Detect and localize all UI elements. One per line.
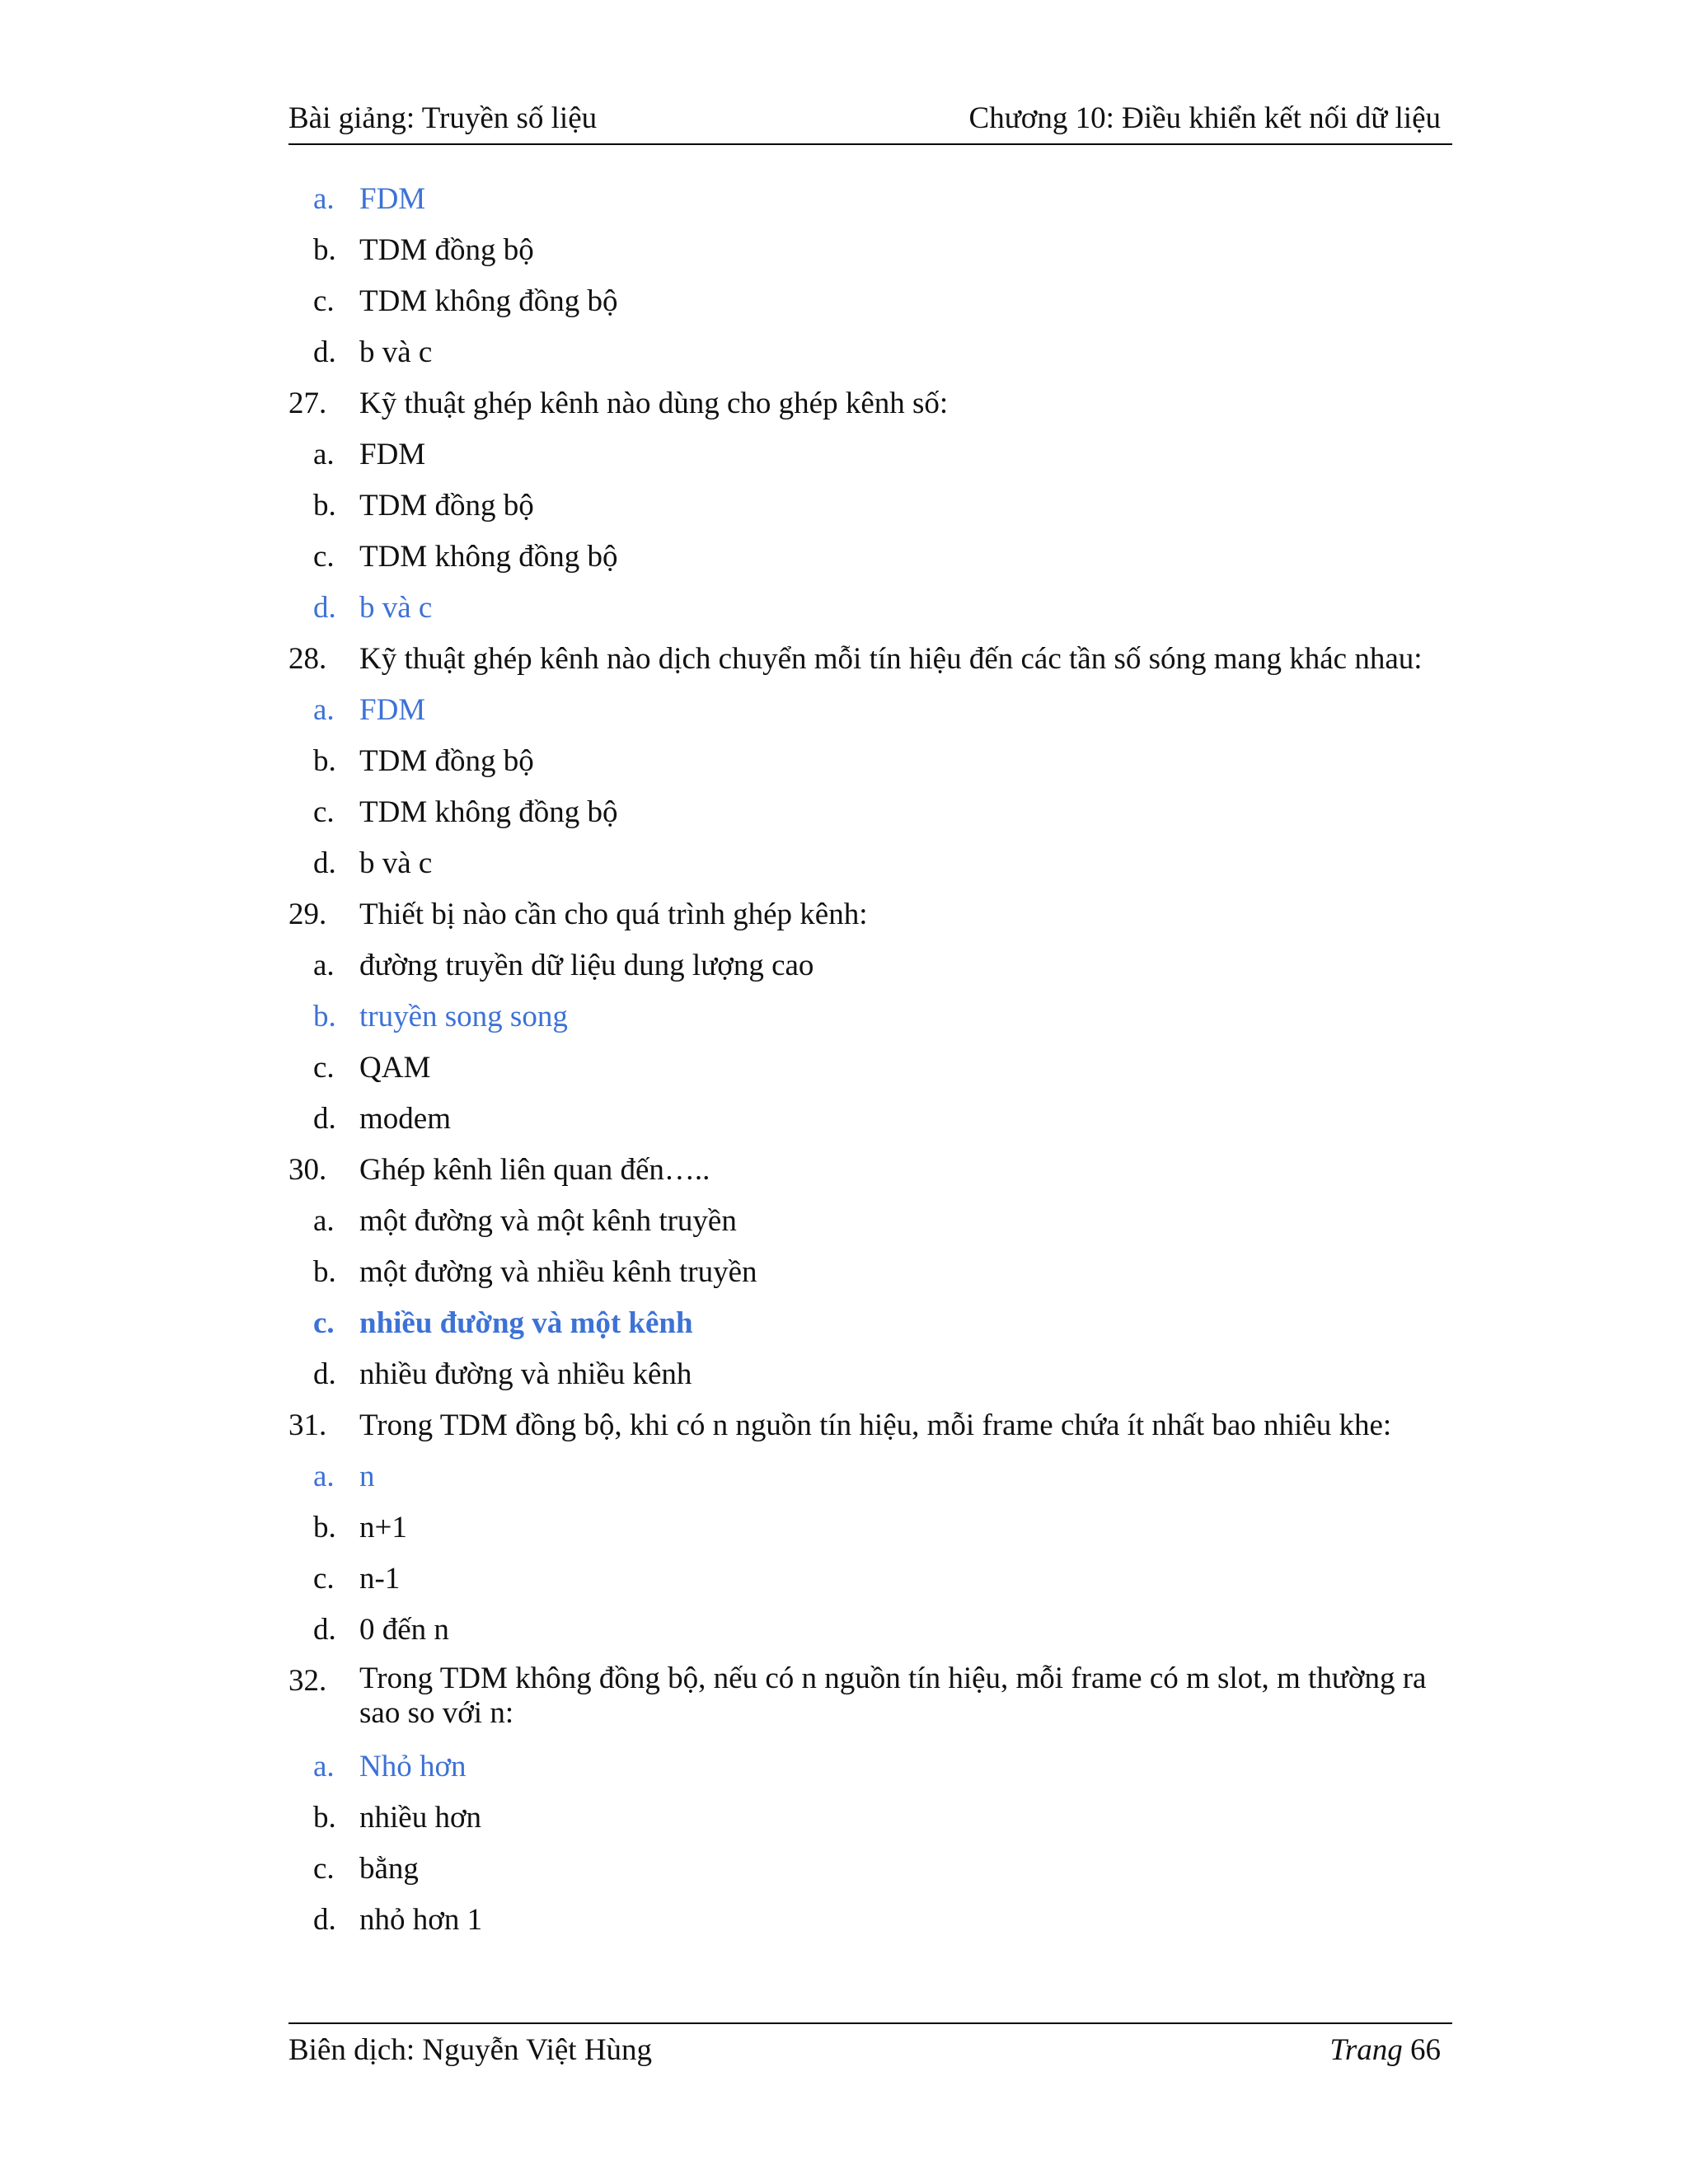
answer-option: [288, 1900, 1452, 1952]
option-text: TDM không đồng bộ: [359, 540, 618, 574]
answer-option-correct: [288, 691, 1452, 742]
answer-option: [288, 333, 1452, 384]
option-label: b.: [313, 744, 336, 778]
question-text: Trong TDM không đồng bộ, nếu có n nguồn tín hiệu, mỗi frame có m slot, m thường ra sao so với n:: [359, 1661, 1427, 1730]
option-label: a.: [313, 693, 335, 727]
answer-option: [288, 1798, 1452, 1849]
option-label: b.: [313, 233, 336, 267]
option-label: c.: [313, 1051, 335, 1085]
question-number: 32.: [288, 1664, 327, 1698]
answer-option-correct: [288, 1304, 1452, 1355]
question-text: Thiết bị nào cần cho quá trình ghép kênh:: [359, 898, 868, 931]
answer-option: [288, 946, 1452, 997]
answer-option: [288, 1099, 1452, 1151]
option-label: b.: [313, 1255, 336, 1289]
option-text: đường truyền dữ liệu dung lượng cao: [359, 949, 814, 982]
question-line: [288, 1406, 1452, 1457]
option-text: QAM: [359, 1051, 431, 1085]
answer-option-correct: [288, 997, 1452, 1048]
option-text: n-1: [359, 1562, 401, 1596]
option-label: b.: [313, 1801, 336, 1835]
option-label: d.: [313, 335, 336, 369]
question-number: 30.: [288, 1153, 327, 1187]
option-label: c.: [313, 1562, 335, 1596]
answer-option: [288, 282, 1452, 333]
answer-option: [288, 793, 1452, 844]
option-text: một đường và nhiều kênh truyền: [359, 1255, 757, 1289]
option-text: bằng: [359, 1852, 419, 1886]
page-label: Trang: [1329, 2033, 1403, 2067]
option-label: c.: [313, 1306, 335, 1340]
option-text: truyền song song: [359, 1000, 568, 1033]
option-label: c.: [313, 795, 335, 829]
option-label: d.: [313, 1102, 336, 1136]
question-number: 28.: [288, 642, 327, 676]
answer-option: [288, 231, 1452, 282]
question-line: [288, 1151, 1452, 1202]
answer-option: [288, 1253, 1452, 1304]
answer-option: [288, 1202, 1452, 1253]
answer-option: [288, 486, 1452, 537]
answer-option-correct: [288, 180, 1452, 231]
option-text: b và c: [359, 591, 433, 625]
header-course-title: Bài giảng: Truyền số liệu: [288, 101, 598, 135]
question-text: Trong TDM đồng bộ, khi có n nguồn tín hiệu, mỗi frame chứa ít nhất bao nhiêu khe:: [359, 1408, 1392, 1442]
option-text: n+1: [359, 1511, 407, 1544]
option-label: d.: [313, 1613, 336, 1647]
option-label: a.: [313, 438, 335, 471]
answer-option-correct: [288, 588, 1452, 640]
page-footer: [288, 2022, 1452, 2074]
option-text: nhiều đường và nhiều kênh: [359, 1357, 692, 1391]
option-text: b và c: [359, 335, 433, 369]
option-text: nhiều đường và một kênh: [359, 1306, 693, 1340]
answer-option: [288, 435, 1452, 486]
option-text: 0 đến n: [359, 1613, 449, 1647]
question-number: 27.: [288, 387, 327, 420]
option-label: b.: [313, 489, 336, 523]
option-label: a.: [313, 1750, 335, 1783]
answer-option: [288, 1355, 1452, 1406]
answer-option: [288, 1610, 1452, 1661]
answer-option: [288, 537, 1452, 588]
option-label: d.: [313, 591, 336, 625]
question-line: [288, 384, 1452, 435]
page-header: [288, 97, 1452, 145]
question-text: Kỹ thuật ghép kênh nào dùng cho ghép kênh số:: [359, 387, 949, 420]
answer-option: [288, 1849, 1452, 1900]
option-label: d.: [313, 1903, 336, 1937]
question-line: [288, 895, 1452, 946]
option-text: modem: [359, 1102, 451, 1136]
option-label: a.: [313, 949, 335, 982]
page-number: 66: [1410, 2033, 1441, 2067]
footer-page: [1329, 2032, 1441, 2068]
question-line: [288, 1661, 1452, 1747]
answer-option: [288, 1048, 1452, 1099]
option-text: TDM đồng bộ: [359, 744, 534, 778]
option-label: a.: [313, 182, 335, 216]
question-list: [288, 180, 1452, 1952]
option-label: b.: [313, 1000, 336, 1033]
question-line: [288, 640, 1452, 691]
option-label: a.: [313, 1460, 335, 1493]
question-number: 31.: [288, 1408, 327, 1442]
option-text: một đường và một kênh truyền: [359, 1204, 737, 1238]
question-text: Ghép kênh liên quan đến…..: [359, 1153, 710, 1187]
option-text: TDM đồng bộ: [359, 233, 534, 267]
option-text: nhỏ hơn 1: [359, 1903, 483, 1937]
question-text: Kỹ thuật ghép kênh nào dịch chuyển mỗi tín hiệu đến các tần số sóng mang khác nhau:: [359, 642, 1423, 676]
answer-option-correct: [288, 1747, 1452, 1798]
answer-option: [288, 844, 1452, 895]
answer-option-correct: [288, 1457, 1452, 1508]
option-label: c.: [313, 284, 335, 318]
question-number: 29.: [288, 898, 327, 931]
answer-option: [288, 1508, 1452, 1559]
header-chapter-title: Chương 10: Điều khiển kết nối dữ liệu: [968, 101, 1441, 135]
answer-option: [288, 1559, 1452, 1610]
option-text: FDM: [359, 438, 426, 471]
option-label: d.: [313, 1357, 336, 1391]
option-label: a.: [313, 1204, 335, 1238]
option-text: FDM: [359, 693, 426, 727]
footer-translator: Biên dịch: Nguyễn Việt Hùng: [288, 2033, 653, 2067]
option-text: n: [359, 1460, 375, 1493]
option-text: TDM đồng bộ: [359, 489, 534, 523]
option-text: b và c: [359, 846, 433, 880]
option-text: FDM: [359, 182, 426, 216]
option-text: TDM không đồng bộ: [359, 795, 618, 829]
option-text: Nhỏ hơn: [359, 1750, 467, 1783]
option-label: c.: [313, 540, 335, 574]
option-label: d.: [313, 846, 336, 880]
option-label: c.: [313, 1852, 335, 1886]
option-text: TDM không đồng bộ: [359, 284, 618, 318]
option-label: b.: [313, 1511, 336, 1544]
option-text: nhiều hơn: [359, 1801, 482, 1835]
answer-option: [288, 742, 1452, 793]
